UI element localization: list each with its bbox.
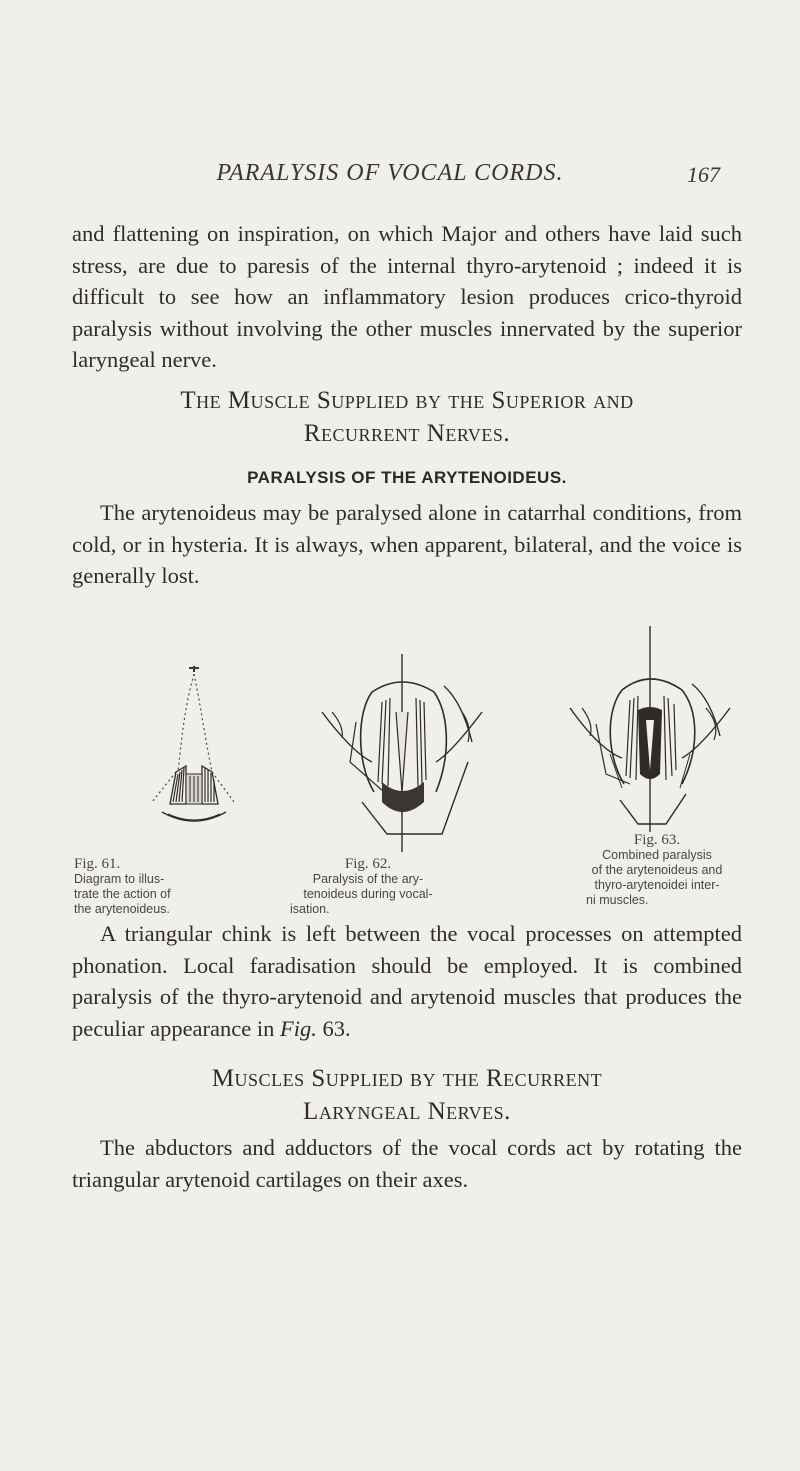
figure-61-caption-line: trate the action of <box>74 887 171 901</box>
lower-text-block <box>72 918 742 1195</box>
figure-63-caption-line: ni muscles. <box>586 893 649 907</box>
section-heading-line-1: The Muscle Supplied by the Superior and <box>180 386 634 414</box>
running-head <box>150 160 750 196</box>
figure-62-caption <box>268 857 468 917</box>
section-heading-recurrent-laryngeal <box>72 1062 742 1128</box>
figure-63-number: Fig. 63. <box>633 832 681 848</box>
figure-61-caption <box>74 857 234 917</box>
figure-reference: Fig. <box>280 1015 317 1041</box>
page-number: 167 <box>687 162 720 187</box>
subheading-arytenoideus: PARALYSIS OF THE ARYTENOIDEUS. <box>247 467 567 487</box>
larynx-combined-paralysis-drawing <box>560 624 740 832</box>
figure-62-caption-line: isation. <box>290 902 330 916</box>
figure-61-illustration <box>142 662 242 847</box>
paragraph-2: The arytenoideus may be paralysed alone in catarrhal conditions, from cold, or in hysteria. It is always, when apparent, bilateral, and the voice is generally lost. <box>72 500 742 588</box>
figure-61-caption-line: the arytenoideus. <box>74 902 170 916</box>
figure-63-caption-line: Combined paralysis <box>602 848 712 862</box>
figure-63-caption-line: thyro-arytenoidei inter- <box>594 878 720 892</box>
section-heading-superior-recurrent <box>72 384 742 450</box>
paragraph-3-text: A triangular chink is left between the vocal processes on attempted phonation. Local faradisation should be employed. It is combined paralysis of the thyro-arytenoid and arytenoid muscles that produces the peculiar appearance in <box>72 921 742 1041</box>
section-heading-line-2: Recurrent Nerves. <box>303 419 511 447</box>
figure-62-caption-line: tenoideus during vocal- <box>303 887 433 901</box>
larynx-arytenoideus-paralysis-drawing <box>312 652 492 852</box>
section-heading-line-1: Muscles Supplied by the Recurrent <box>211 1065 603 1092</box>
running-head-title: PARALYSIS OF VOCAL CORDS. <box>216 160 564 186</box>
figure-63-illustration <box>560 624 740 832</box>
figure-61-caption-line: Diagram to illus- <box>74 872 165 886</box>
figure-62-illustration <box>312 652 492 852</box>
figure-63-caption-line: of the arytenoideus and <box>591 863 723 877</box>
figure-63-caption <box>572 833 742 908</box>
paragraph-4: The abductors and adductors of the vocal cords act by rotating the triangular arytenoid cartilages on their axes. <box>72 1135 742 1192</box>
paragraph-3 <box>72 918 742 1044</box>
arytenoid-diagram-drawing <box>142 662 242 847</box>
figure-62-caption-line: Paralysis of the ary- <box>312 872 424 886</box>
figure-61-number: Fig. 61. <box>74 856 121 872</box>
figure-62-number: Fig. 62. <box>344 856 392 872</box>
figure-reference-number: 63. <box>322 1015 351 1041</box>
section-heading-line-2: Laryngeal Nerves. <box>303 1098 511 1125</box>
paragraph-1: and flattening on inspiration, on which Major and others have laid such stress, are due to paresis of the internal thyro-arytenoid ; indeed it is difficult to see how an inflammatory lesion produces crico-thyroid paralysis without involving the other muscles innervated by the superior laryngeal nerve. <box>72 221 742 372</box>
upper-text-block <box>72 218 742 592</box>
